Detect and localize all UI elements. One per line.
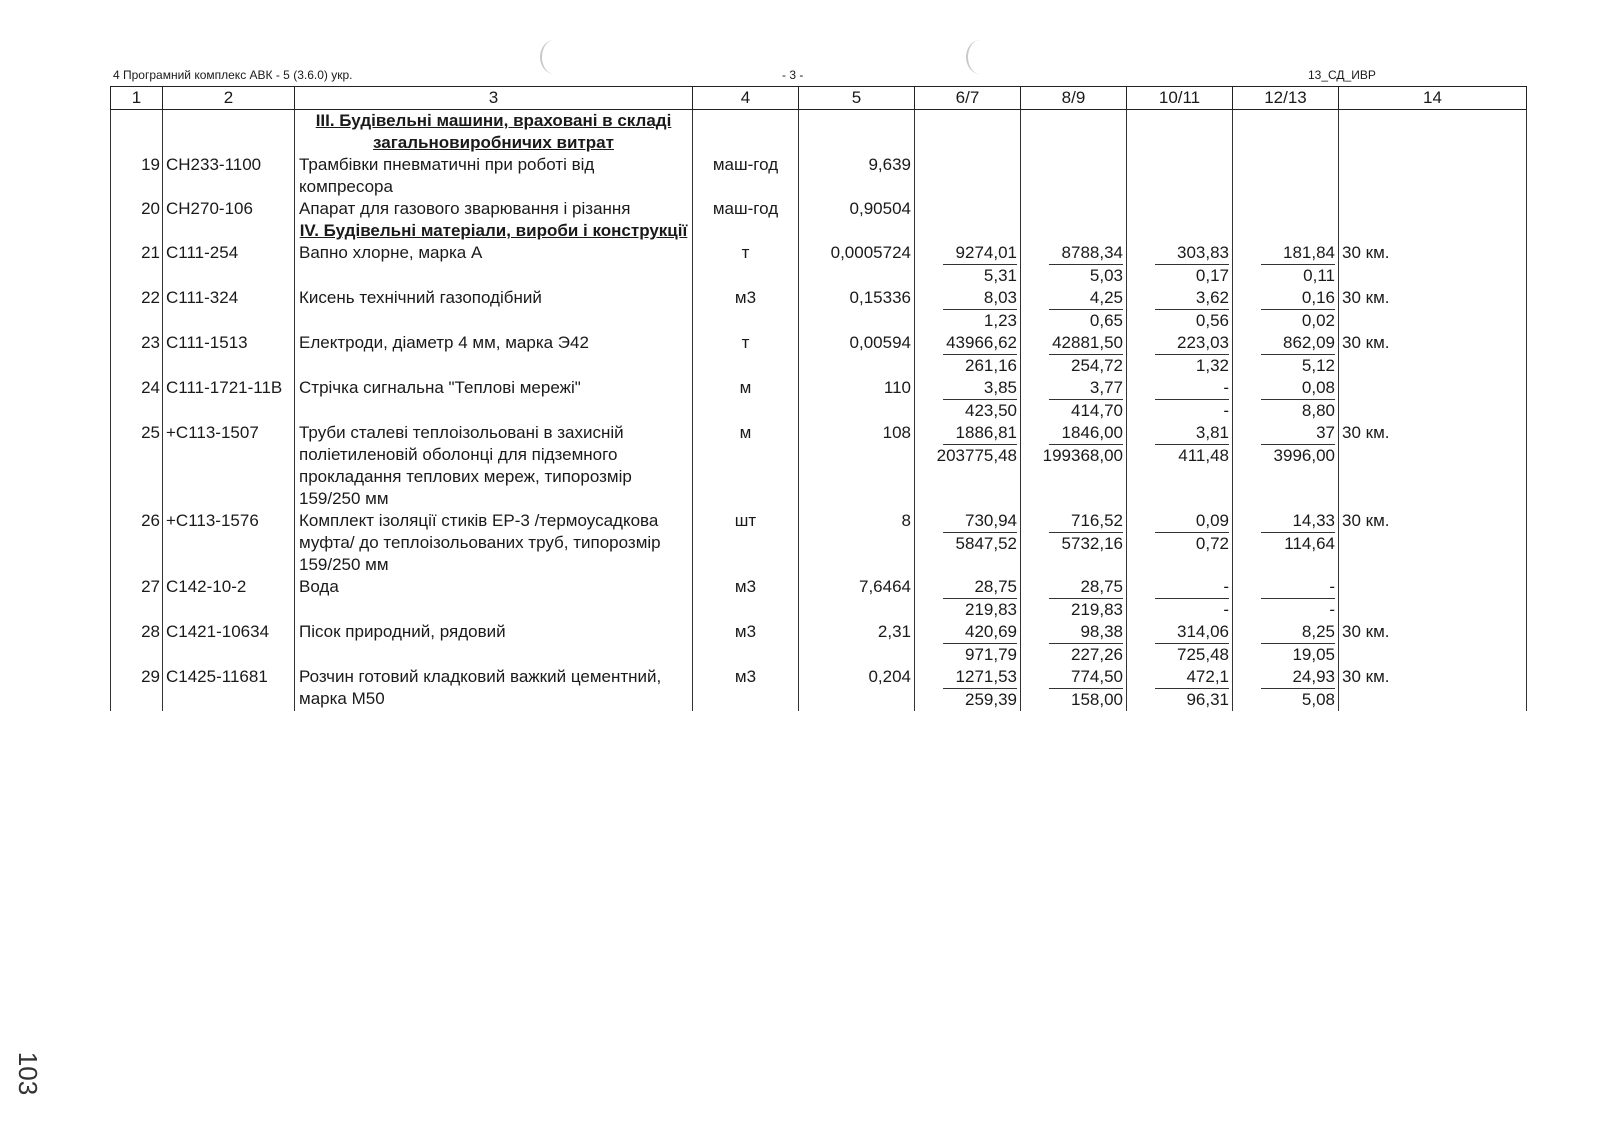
total-price: 5732,16	[1061, 534, 1123, 553]
total-price: 1,23	[983, 311, 1017, 330]
table-row	[111, 154, 1527, 198]
section-row	[111, 110, 1527, 155]
quantity: 0,15336	[799, 287, 915, 332]
unit: шт	[693, 510, 799, 576]
price-cell-c89	[1021, 422, 1127, 510]
unit-price: 181,84	[1261, 242, 1335, 265]
resource-code: С111-254	[163, 242, 295, 287]
unit: м	[693, 377, 799, 422]
table-row	[111, 510, 1527, 576]
price-cell-c89	[1021, 154, 1127, 198]
total-price: -	[1223, 600, 1229, 619]
distance-note: 30 км.	[1339, 332, 1527, 377]
total-price: 423,50	[965, 401, 1017, 420]
section-row	[111, 220, 1527, 242]
total-price: 0,02	[1301, 311, 1335, 330]
unit-price: 24,93	[1261, 666, 1335, 689]
resource-code: +С113-1576	[163, 510, 295, 576]
column-header-7: 8/9	[1021, 87, 1127, 110]
total-price: 254,72	[1071, 356, 1123, 375]
resource-code: С111-1721-11В	[163, 377, 295, 422]
resource-name: Кисень технічний газоподібний	[295, 287, 693, 332]
unit-price: 730,94	[943, 510, 1017, 533]
distance-note: 30 км.	[1339, 242, 1527, 287]
unit-price: 98,38	[1049, 621, 1123, 644]
unit-price: 314,06	[1155, 621, 1229, 644]
resource-name: Трамбівки пневматичні при роботі від компресора	[295, 154, 693, 198]
unit-price: 420,69	[943, 621, 1017, 644]
quantity: 110	[799, 377, 915, 422]
price-cell-c1213	[1233, 422, 1339, 510]
resource-name: Вапно хлорне, марка А	[295, 242, 693, 287]
table-row	[111, 332, 1527, 377]
table-row	[111, 242, 1527, 287]
total-price: 0,17	[1195, 266, 1229, 285]
total-price: 5,31	[983, 266, 1017, 285]
table-row	[111, 287, 1527, 332]
estimate-table	[110, 86, 1527, 711]
price-cell-c1011	[1127, 621, 1233, 666]
price-cell-c89	[1021, 621, 1127, 666]
resource-name: Вода	[295, 576, 693, 621]
resource-code: С142-10-2	[163, 576, 295, 621]
total-price: 261,16	[965, 356, 1017, 375]
total-price: 158,00	[1071, 690, 1123, 709]
total-price: 0,11	[1303, 266, 1335, 285]
total-price: 8,80	[1301, 401, 1335, 420]
quantity: 108	[799, 422, 915, 510]
row-number: 23	[111, 332, 163, 377]
total-price: 1,32	[1195, 356, 1229, 375]
unit-price: 43966,62	[943, 332, 1017, 355]
unit-price: 28,75	[943, 576, 1017, 599]
unit: м3	[693, 576, 799, 621]
total-price: 5,08	[1301, 690, 1335, 709]
distance-note: 30 км.	[1339, 422, 1527, 510]
unit-price	[1049, 154, 1123, 176]
quantity: 0,90504	[799, 198, 915, 220]
unit-price: 8788,34	[1049, 242, 1123, 265]
price-cell-c89	[1021, 666, 1127, 711]
unit: м	[693, 422, 799, 510]
column-header-8: 10/11	[1127, 87, 1233, 110]
table-row	[111, 621, 1527, 666]
row-number: 24	[111, 377, 163, 422]
unit-price: 0,08	[1261, 377, 1335, 400]
price-cell-c67	[915, 198, 1021, 220]
unit-price: -	[1155, 576, 1229, 599]
quantity: 2,31	[799, 621, 915, 666]
unit-price: 37	[1261, 422, 1335, 445]
column-header-6: 6/7	[915, 87, 1021, 110]
quantity: 0,00594	[799, 332, 915, 377]
unit-price	[1155, 198, 1229, 220]
total-price: 5,03	[1089, 266, 1123, 285]
price-cell-c67	[915, 621, 1021, 666]
resource-code: С1421-10634	[163, 621, 295, 666]
resource-code: СН233-1100	[163, 154, 295, 198]
price-cell-c89	[1021, 332, 1127, 377]
distance-note: 30 км.	[1339, 666, 1527, 711]
unit-price: 0,16	[1261, 287, 1335, 310]
price-cell-c67	[915, 422, 1021, 510]
price-cell-c67	[915, 666, 1021, 711]
section-title: IV. Будівельні матеріали, вироби і конструкції	[299, 221, 688, 240]
total-price: 3996,00	[1273, 446, 1335, 465]
price-cell-c67	[915, 154, 1021, 198]
unit: т	[693, 242, 799, 287]
distance-note	[1339, 154, 1527, 198]
table-row	[111, 377, 1527, 422]
unit-price: 28,75	[1049, 576, 1123, 599]
unit-price: -	[1155, 377, 1229, 400]
section-title: III. Будівельні машини, враховані в складі загальновиробничих витрат	[315, 111, 672, 152]
resource-code: С1425-11681	[163, 666, 295, 711]
column-header-9: 12/13	[1233, 87, 1339, 110]
unit-price: 3,77	[1049, 377, 1123, 400]
total-price: 971,79	[965, 645, 1017, 664]
price-cell-c1011	[1127, 422, 1233, 510]
row-number: 20	[111, 198, 163, 220]
unit-price	[1155, 154, 1229, 176]
punch-hole-mark	[966, 40, 994, 74]
resource-code: СН270-106	[163, 198, 295, 220]
unit: маш-год	[693, 154, 799, 198]
total-price: 0,56	[1195, 311, 1229, 330]
header-page-number: - 3 -	[782, 68, 804, 82]
price-cell-c1011	[1127, 287, 1233, 332]
price-cell-c1213	[1233, 332, 1339, 377]
row-number: 19	[111, 154, 163, 198]
price-cell-c1011	[1127, 666, 1233, 711]
price-cell-c1213	[1233, 621, 1339, 666]
column-header-4: 4	[693, 87, 799, 110]
unit-price: 223,03	[1155, 332, 1229, 355]
quantity: 7,6464	[799, 576, 915, 621]
total-price: 725,48	[1177, 645, 1229, 664]
total-price: 219,83	[1071, 600, 1123, 619]
price-cell-c89	[1021, 576, 1127, 621]
price-cell-c1213	[1233, 666, 1339, 711]
price-cell-c1213	[1233, 242, 1339, 287]
unit-price	[943, 154, 1017, 176]
row-number: 21	[111, 242, 163, 287]
total-price: 227,26	[1071, 645, 1123, 664]
sheet-number: 103	[13, 1051, 44, 1096]
price-cell-c1213	[1233, 287, 1339, 332]
price-cell-c89	[1021, 510, 1127, 576]
unit-price: 862,09	[1261, 332, 1335, 355]
unit-price: 1886,81	[943, 422, 1017, 445]
column-header-row	[111, 87, 1527, 110]
column-header-5: 5	[799, 87, 915, 110]
total-price: 5,12	[1301, 356, 1335, 375]
row-number: 27	[111, 576, 163, 621]
resource-code: С111-324	[163, 287, 295, 332]
unit-price: 472,1	[1155, 666, 1229, 689]
quantity: 0,0005724	[799, 242, 915, 287]
header-doc-code: 13_СД_ИВР	[1308, 68, 1376, 82]
price-cell-c1213	[1233, 576, 1339, 621]
price-cell-c67	[915, 510, 1021, 576]
table-row	[111, 576, 1527, 621]
total-price: -	[1329, 600, 1335, 619]
unit-price: -	[1261, 576, 1335, 599]
unit-price: 716,52	[1049, 510, 1123, 533]
quantity: 0,204	[799, 666, 915, 711]
unit-price: 3,85	[943, 377, 1017, 400]
unit-price	[943, 198, 1017, 220]
resource-name: Пісок природний, рядовий	[295, 621, 693, 666]
price-cell-c67	[915, 576, 1021, 621]
total-price: 219,83	[965, 600, 1017, 619]
resource-name: Труби сталеві теплоізольовані в захисній поліетиленовій оболонці для підземного прокладання теплових мереж, типорозмір 159/250 мм	[295, 422, 693, 510]
total-price: -	[1223, 401, 1229, 420]
total-price: 5847,52	[955, 534, 1017, 553]
quantity: 9,639	[799, 154, 915, 198]
price-cell-c1213	[1233, 510, 1339, 576]
resource-name: Електроди, діаметр 4 мм, марка Э42	[295, 332, 693, 377]
resource-name: Апарат для газового зварювання і різання	[295, 198, 693, 220]
unit-price: 774,50	[1049, 666, 1123, 689]
distance-note	[1339, 198, 1527, 220]
price-cell-c1011	[1127, 332, 1233, 377]
price-cell-c1213	[1233, 154, 1339, 198]
column-header-2: 2	[163, 87, 295, 110]
resource-name: Стрічка сигнальна "Теплові мережі"	[295, 377, 693, 422]
price-cell-c67	[915, 377, 1021, 422]
distance-note: 30 км.	[1339, 287, 1527, 332]
price-cell-c1011	[1127, 377, 1233, 422]
unit-price: 1846,00	[1049, 422, 1123, 445]
unit-price: 0,09	[1155, 510, 1229, 533]
row-number: 29	[111, 666, 163, 711]
quantity: 8	[799, 510, 915, 576]
header-program-name: 4 Програмний комплекс АВК - 5 (3.6.0) укр.	[113, 68, 353, 82]
row-number: 25	[111, 422, 163, 510]
total-price: 411,48	[1178, 446, 1229, 465]
price-cell-c1011	[1127, 198, 1233, 220]
price-cell-c67	[915, 287, 1021, 332]
unit: маш-год	[693, 198, 799, 220]
unit-price	[1261, 198, 1335, 220]
unit-price: 3,62	[1155, 287, 1229, 310]
unit-price: 4,25	[1049, 287, 1123, 310]
unit-price: 3,81	[1155, 422, 1229, 445]
unit-price: 8,03	[943, 287, 1017, 310]
resource-code: +С113-1507	[163, 422, 295, 510]
total-price: 114,64	[1284, 534, 1335, 553]
table-row	[111, 422, 1527, 510]
price-cell-c67	[915, 332, 1021, 377]
unit-price: 14,33	[1261, 510, 1335, 533]
total-price: 19,05	[1292, 645, 1335, 664]
unit-price	[1261, 154, 1335, 176]
total-price: 199368,00	[1042, 446, 1123, 465]
distance-note: 30 км.	[1339, 621, 1527, 666]
unit-price: 303,83	[1155, 242, 1229, 265]
total-price: 96,31	[1186, 690, 1229, 709]
total-price: 0,72	[1195, 534, 1229, 553]
unit-price: 1271,53	[943, 666, 1017, 689]
row-number: 22	[111, 287, 163, 332]
resource-name: Розчин готовий кладковий важкий цементний, марка М50	[295, 666, 693, 711]
unit: т	[693, 332, 799, 377]
price-cell-c1011	[1127, 242, 1233, 287]
total-price: 259,39	[965, 690, 1017, 709]
total-price: 414,70	[1071, 401, 1123, 420]
price-cell-c89	[1021, 287, 1127, 332]
price-cell-c1011	[1127, 576, 1233, 621]
price-cell-c67	[915, 242, 1021, 287]
unit: м3	[693, 666, 799, 711]
distance-note	[1339, 377, 1527, 422]
unit-price: 8,25	[1261, 621, 1335, 644]
price-cell-c1213	[1233, 377, 1339, 422]
table-row	[111, 198, 1527, 220]
distance-note: 30 км.	[1339, 510, 1527, 576]
unit: м3	[693, 287, 799, 332]
column-header-3: 3	[295, 87, 693, 110]
price-cell-c89	[1021, 198, 1127, 220]
unit: м3	[693, 621, 799, 666]
unit-price	[1049, 198, 1123, 220]
price-cell-c89	[1021, 377, 1127, 422]
total-price: 203775,48	[936, 446, 1017, 465]
resource-name: Комплект ізоляції стиків ЕР-3 /термоусадкова муфта/ до теплоізольованих труб, типорозмір 159/250 мм	[295, 510, 693, 576]
table-row	[111, 666, 1527, 711]
resource-code: С111-1513	[163, 332, 295, 377]
price-cell-c89	[1021, 242, 1127, 287]
row-number: 28	[111, 621, 163, 666]
column-header-1: 1	[111, 87, 163, 110]
unit-price: 42881,50	[1049, 332, 1123, 355]
total-price: 0,65	[1089, 311, 1123, 330]
price-cell-c1011	[1127, 154, 1233, 198]
distance-note	[1339, 576, 1527, 621]
column-header-10: 14	[1339, 87, 1527, 110]
price-cell-c1011	[1127, 510, 1233, 576]
price-cell-c1213	[1233, 198, 1339, 220]
unit-price: 9274,01	[943, 242, 1017, 265]
punch-hole-mark	[540, 40, 568, 74]
row-number: 26	[111, 510, 163, 576]
